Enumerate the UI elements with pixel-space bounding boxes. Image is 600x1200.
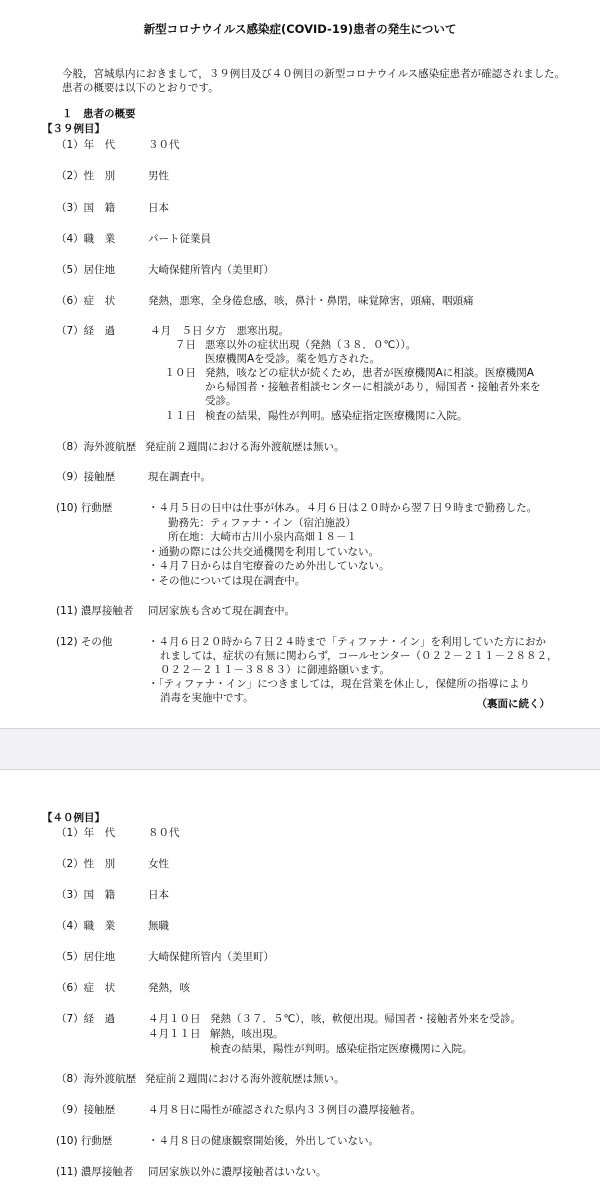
- case39-course-day: １０日: [164, 367, 196, 379]
- case39-travel-label: （8）海外渡航歴: [56, 441, 137, 453]
- case39-nationality-value: 日本: [148, 202, 169, 214]
- case40-contact-value: ４月８日に陽性が確認された県内３３例目の濃厚接触者。: [148, 1104, 421, 1116]
- case39-symptoms-value: 発熱，悪寒，全身倦怠感，咳，鼻汁・鼻閉，味覚障害，頭痛，咽頭痛: [148, 295, 474, 307]
- case40-activity-label: (10) 行動歴: [56, 1135, 113, 1147]
- case39-activity-line: ・４月５日の日中は仕事が休み。４月６日は２０時から翌７日９時まで勤務した。: [148, 502, 538, 514]
- case39-activity-line: ・４月７日からは自宅療養のため外出していない。: [148, 560, 390, 572]
- case39-age-value: ３０代: [148, 139, 180, 151]
- case40-travel-value: 発症前２週間における海外渡航歴は無い。: [145, 1073, 345, 1085]
- case39-residence-label: （5）居住地: [56, 264, 116, 276]
- case39-other-label: (12) その他: [56, 636, 113, 648]
- case39-age-label: （1）年 代: [56, 139, 116, 151]
- case39-close-contacts-value: 同居家族も含めて現在調査中。: [148, 605, 295, 617]
- document-title: 新型コロナウイルス感染症(COVID-19)患者の発生について: [143, 22, 457, 36]
- continued-note: （裏面に続く）: [476, 698, 550, 710]
- case39-course-day: ４月 ５日: [150, 325, 203, 337]
- case40-activity-value: ・４月８日の健康観察開始後，外出していない。: [148, 1135, 379, 1147]
- case40-symptoms-value: 発熱，咳: [148, 982, 190, 994]
- case40-course-day: ４月１０日: [148, 1013, 201, 1025]
- case39-course-day: ７日: [175, 339, 196, 351]
- case39-other-line: ・４月６日２０時から７日２４時まで「ティファナ・イン」を利用していた方におか: [148, 636, 546, 648]
- case40-residence-label: （5）居住地: [56, 951, 116, 963]
- case39-close-contacts-label: (11) 濃厚接触者: [56, 605, 134, 617]
- case39-course-text: 悪寒以外の症状出現（発熱（３８．０℃））。: [205, 339, 417, 351]
- case39-residence-value: 大崎保健所管内（美里町）: [148, 264, 274, 276]
- case40-course-text: 発熱（３７．５℃），咳，軟便出現。帰国者・接触者外来を受診。: [210, 1013, 522, 1025]
- intro-line-2: 患者の概要は以下のとおりです。: [62, 82, 219, 94]
- case39-activity-line: ・その他については現在調査中。: [148, 575, 306, 587]
- case39-heading: 【３９例目】: [42, 123, 105, 135]
- case40-job-value: 無職: [148, 920, 169, 932]
- case39-course-text: 受診。: [205, 395, 237, 407]
- case39-job-label: （4）職 業: [56, 233, 116, 245]
- case39-sex-value: 男性: [148, 170, 169, 182]
- case40-sex-value: 女性: [148, 858, 169, 870]
- case39-course-label: （7）経 過: [56, 325, 116, 337]
- page-separator: [0, 728, 600, 770]
- case39-other-line: ・「ティファナ・イン」につきましては，現在営業を休止し，保健所の指導により: [148, 678, 530, 690]
- case39-activity-label: (10) 行動歴: [56, 502, 113, 514]
- case39-course-text: から帰国者・接触者相談センターに相談があり，帰国者・接触者外来を: [205, 381, 541, 393]
- case39-sex-label: （2）性 別: [56, 170, 116, 182]
- case40-course-text: 解熱，咳出現。: [210, 1028, 284, 1040]
- case40-age-label: （1）年 代: [56, 827, 116, 839]
- case39-course-text: 発熱，咳などの症状が続くため，患者が医療機関Aに相談。医療機関A: [205, 367, 534, 379]
- case39-activity-line: ・通勤の際には公共交通機関を利用していない。: [148, 546, 379, 558]
- case39-course-day: １１日: [164, 410, 196, 422]
- intro-line-1: 今般，宮城県内におきまして，３９例目及び４０例目の新型コロナウイルス感染症患者が確認されました。: [62, 68, 566, 80]
- case39-travel-value: 発症前２週間における海外渡航歴は無い。: [145, 441, 345, 453]
- case40-course-text: 検査の結果，陽性が判明。感染症指定医療機関に入院。: [210, 1043, 473, 1055]
- case40-age-value: ８０代: [148, 827, 180, 839]
- case40-course-day: ４月１１日: [148, 1028, 201, 1040]
- case40-close-contacts-value: 同居家族以外に濃厚接触者はいない。: [148, 1166, 327, 1178]
- case40-symptoms-label: （6）症 状: [56, 982, 116, 994]
- case39-course-text: 医療機関Aを受診。薬を処方された。: [205, 353, 381, 365]
- case40-sex-label: （2）性 別: [56, 858, 116, 870]
- case40-job-label: （4）職 業: [56, 920, 116, 932]
- case39-activity-line: 勤務先：ティファナ・イン（宿泊施設）: [168, 517, 356, 529]
- case39-nationality-label: （3）国 籍: [56, 202, 116, 214]
- case39-contact-value: 現在調査中。: [148, 471, 211, 483]
- case40-course-label: （7）経 過: [56, 1013, 116, 1025]
- case40-residence-value: 大崎保健所管内（美里町）: [148, 951, 274, 963]
- section-heading: １ 患者の概要: [62, 108, 136, 120]
- case39-other-line: ０２２－２１１－３８８３）に御連絡願います。: [160, 664, 391, 676]
- case40-travel-label: （8）海外渡航歴: [56, 1073, 137, 1085]
- case39-other-line: れましては，症状の有無に関わらず，コールセンター（０２２－２１１－２８８２，: [160, 650, 558, 662]
- case39-contact-label: （9）接触歴: [56, 471, 116, 483]
- case40-contact-label: （9）接触歴: [56, 1104, 116, 1116]
- case40-close-contacts-label: (11) 濃厚接触者: [56, 1166, 134, 1178]
- case39-job-value: パート従業員: [148, 233, 211, 245]
- case40-nationality-value: 日本: [148, 889, 169, 901]
- case39-course-text: 夕方 悪寒出現。: [205, 325, 289, 337]
- document-page-back: [0, 770, 600, 1200]
- case39-other-line: 消毒を実施中です。: [160, 692, 254, 704]
- case39-course-text: 検査の結果，陽性が判明。感染症指定医療機関に入院。: [205, 410, 468, 422]
- case39-symptoms-label: （6）症 状: [56, 295, 116, 307]
- case39-activity-line: 所在地：大崎市古川小泉内高畑１８－１: [168, 531, 357, 543]
- case40-heading: 【４０例目】: [42, 812, 105, 824]
- case40-nationality-label: （3）国 籍: [56, 889, 116, 901]
